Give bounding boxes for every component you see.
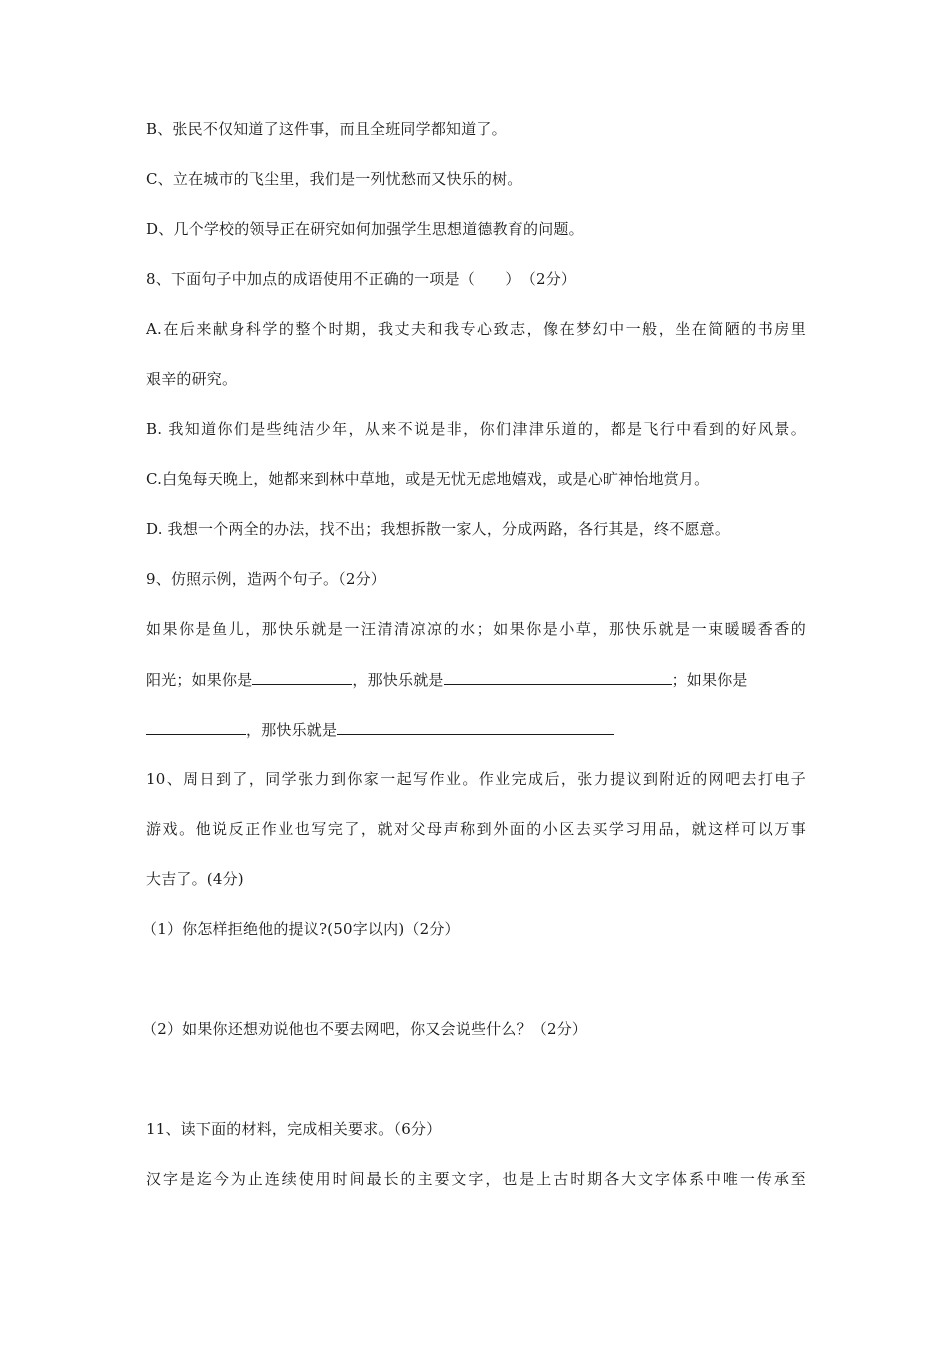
q10-sub1: （1）你怎样拒绝他的提议?(50字以内)（2分）	[142, 920, 460, 938]
q9-line3	[146, 719, 614, 740]
q11-stem: 11、读下面的材料，完成相关要求。（6分）	[146, 1120, 442, 1138]
answer-blank[interactable]	[444, 669, 672, 685]
answer-blank[interactable]	[252, 669, 352, 685]
q7-option-b: B、张民不仅知道了这件事，而且全班同学都知道了。	[146, 120, 507, 138]
q8-option-d: D. 我想一个两全的办法，找不出；我想拆散一家人，分成两路，各行其是，终不愿意。	[146, 520, 731, 538]
q10-sub2: （2）如果你还想劝说他也不要去网吧，你又会说些什么？（2分）	[142, 1020, 588, 1038]
q8-option-c: C.白兔每天晚上，她都来到林中草地，或是无忧无虑地嬉戏，或是心旷神怡地赏月。	[146, 470, 710, 488]
q7-option-c: C、立在城市的飞尘里，我们是一列忧愁而又快乐的树。	[146, 170, 523, 188]
q8-option-a-line2: 艰辛的研究。	[146, 370, 238, 388]
q9-line2	[146, 669, 748, 690]
q9-example: 如果你是鱼儿，那快乐就是一汪清清凉凉的水；如果你是小草，那快乐就是一束暖暖香香的	[146, 620, 806, 638]
q11-material-line1: 汉字是迄今为止连续使用时间最长的主要文字，也是上古时期各大文字体系中唯一传承至	[146, 1170, 806, 1188]
q10-stem-line1: 10、周日到了，同学张力到你家一起写作业。作业完成后，张力提议到附近的网吧去打电子	[146, 770, 806, 788]
q9-line2-part3: ；如果你是	[671, 671, 748, 689]
q7-option-d: D、几个学校的领导正在研究如何加强学生思想道德教育的问题。	[146, 220, 584, 238]
q8-stem: 8、下面句子中加点的成语使用不正确的一项是（ ） （2分）	[146, 270, 577, 288]
q10-stem-line3: 大吉了。(4分)	[146, 870, 244, 888]
q8-option-a-line1: A.在后来献身科学的整个时期，我丈夫和我专心致志，像在梦幻中一般，坐在简陋的书房里	[146, 320, 806, 338]
answer-blank[interactable]	[146, 719, 246, 735]
answer-blank[interactable]	[337, 719, 614, 735]
q9-line3-part1: ，那快乐就是	[246, 721, 338, 739]
q10-stem-line2: 游戏。他说反正作业也写完了，就对父母声称到外面的小区去买学习用品，就这样可以万事	[146, 820, 806, 838]
q9-stem: 9、仿照示例，造两个句子。（2分）	[146, 570, 386, 588]
q9-line2-part1: 阳光；如果你是	[146, 671, 253, 689]
q8-option-b: B. 我知道你们是些纯洁少年，从来不说是非，你们津津乐道的，都是飞行中看到的好风景。	[146, 420, 806, 438]
q9-line2-part2: ，那快乐就是	[352, 671, 444, 689]
